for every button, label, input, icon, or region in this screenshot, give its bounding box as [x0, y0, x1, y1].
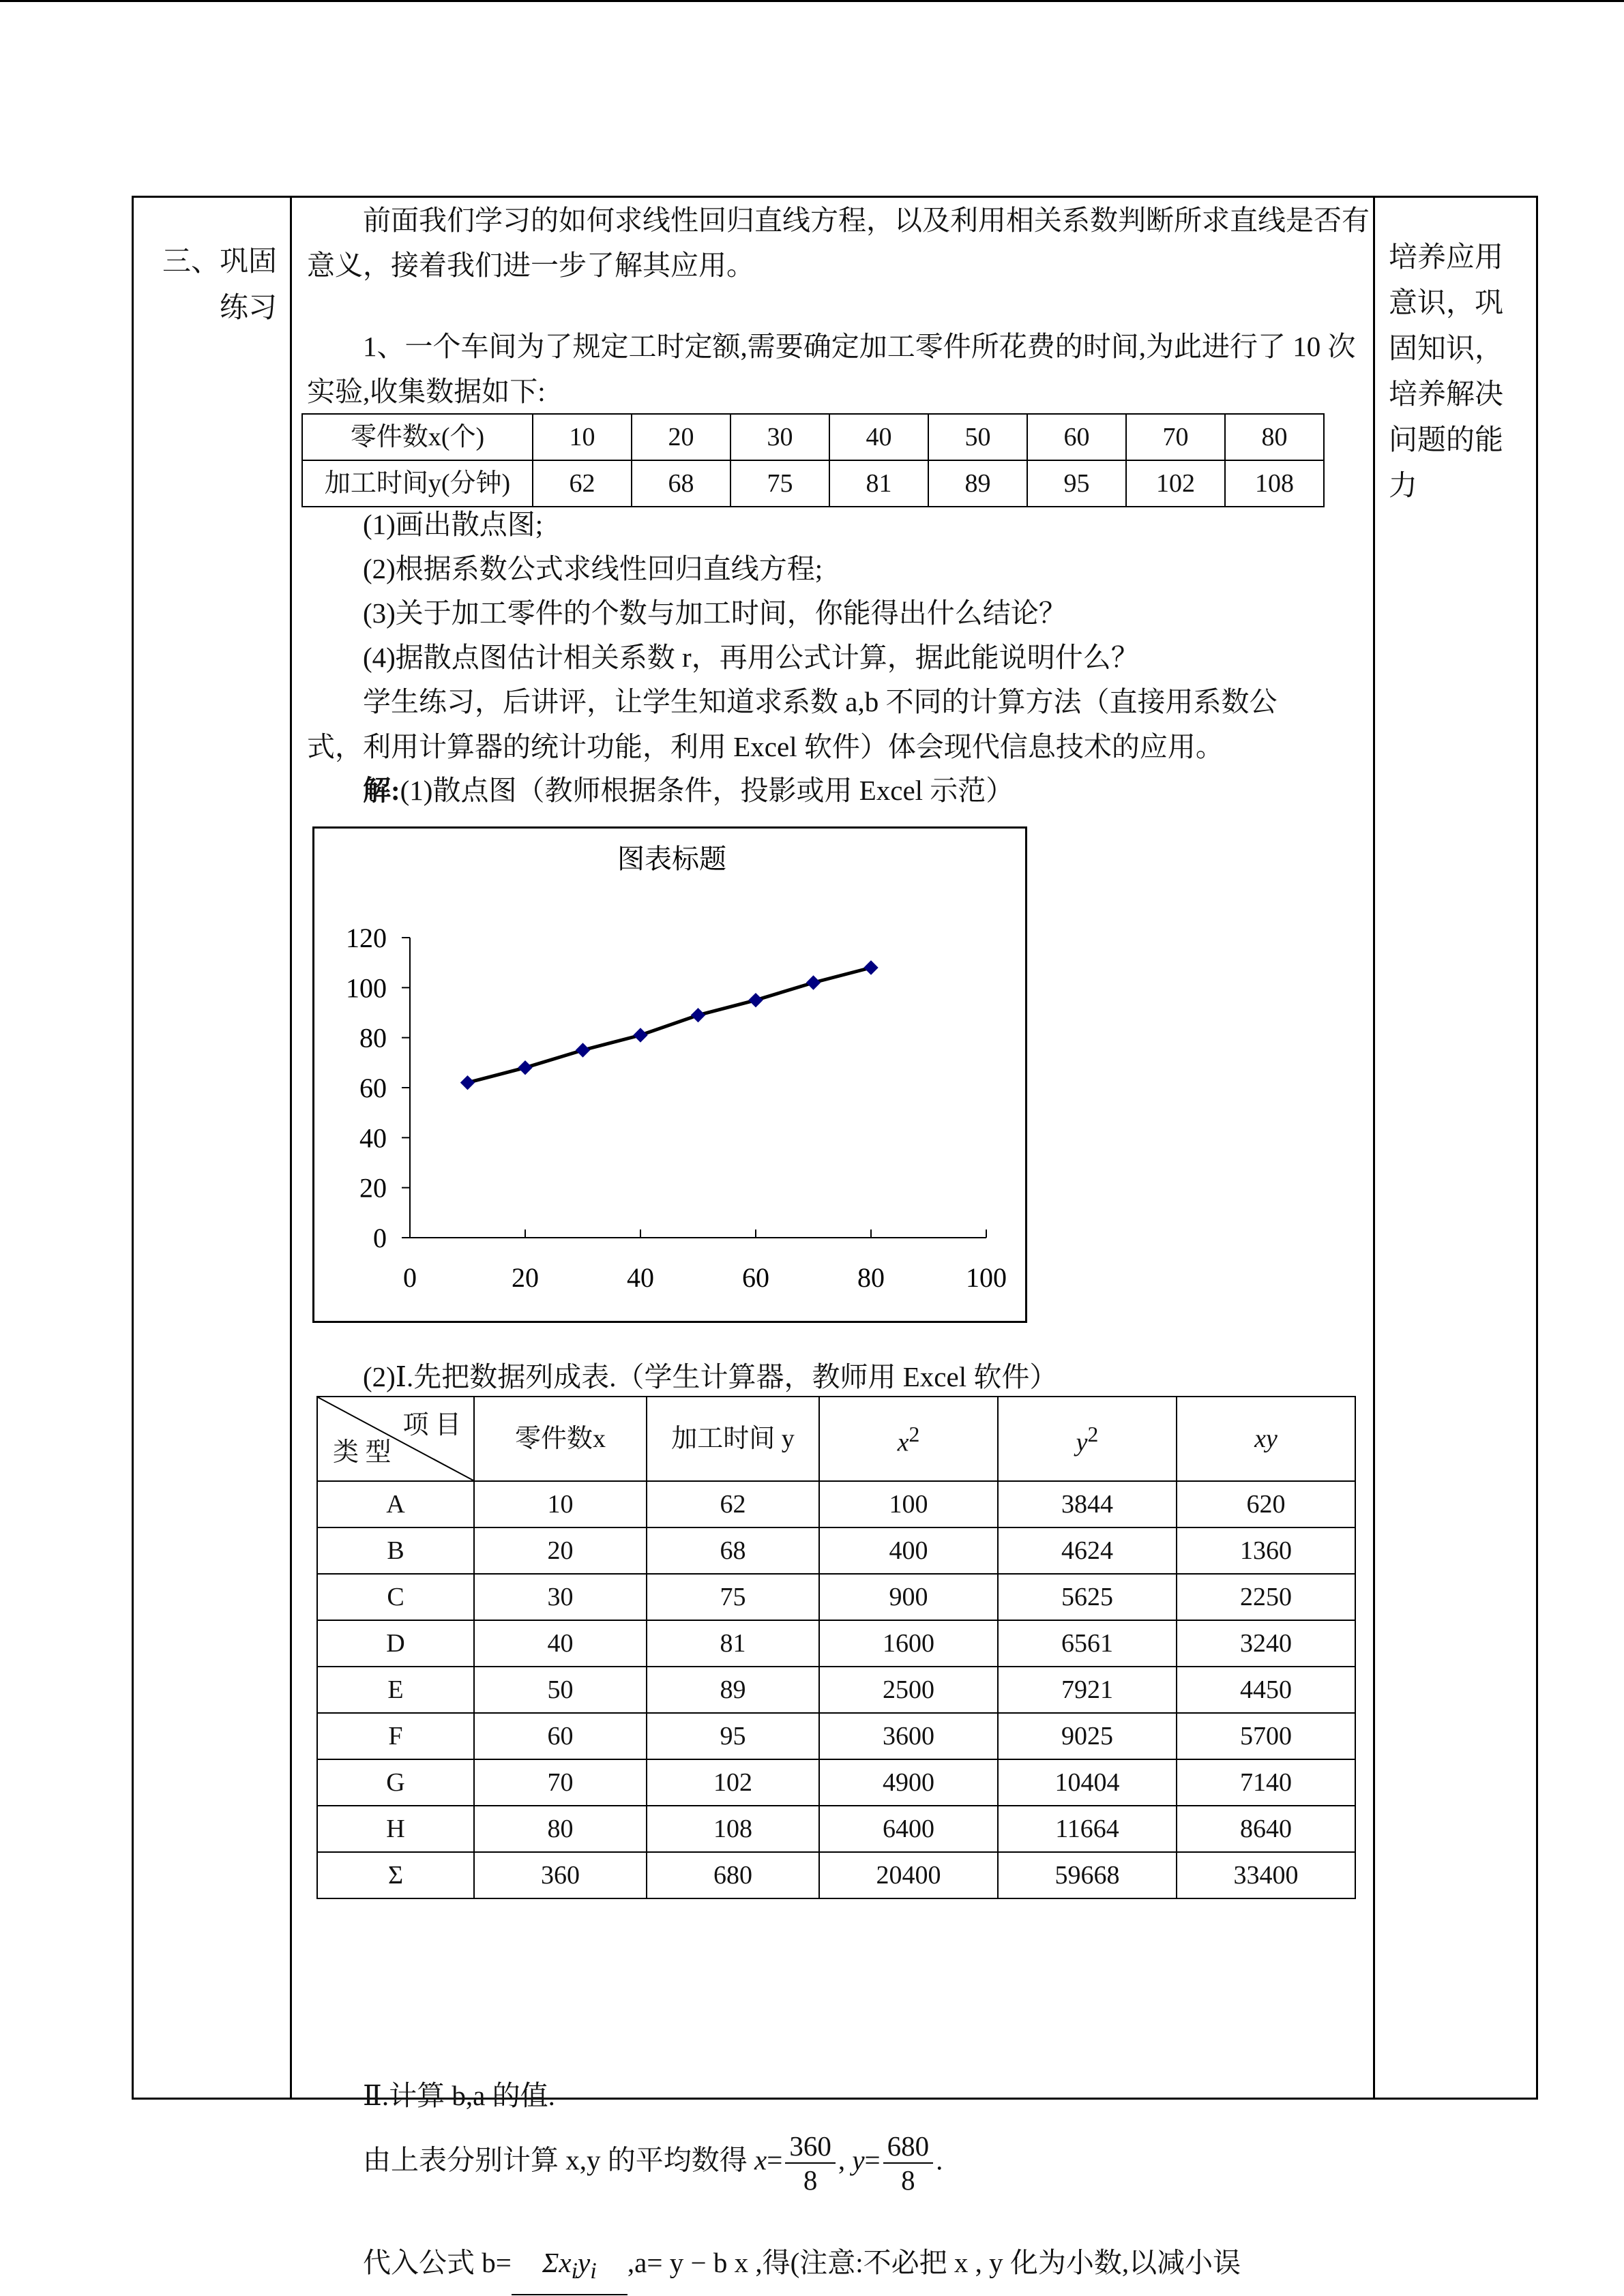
table-cell: 900 — [819, 1574, 998, 1620]
table-cell: 95 — [1027, 460, 1126, 507]
table-row — [317, 1481, 1355, 1527]
problem-statement: 1、一个车间为了规定工时定额,需要确定加工零件所花费的时间,为此进行了 10 次实验,收集数据如下: — [307, 331, 1356, 407]
header-cell: 加工时间 y — [647, 1397, 819, 1481]
table-cell: 680 — [647, 1852, 819, 1898]
question-4: (4)据散点图估计相关系数 r，再用公式计算，据此能说明什么？ — [363, 642, 1139, 673]
table-cell: 59668 — [998, 1852, 1177, 1898]
section-label-line2: 练习 — [219, 293, 277, 324]
data-point — [518, 1061, 532, 1075]
table-cell: 360 — [474, 1852, 647, 1898]
table-cell: 7921 — [998, 1667, 1177, 1713]
table-cell: F — [317, 1713, 474, 1759]
table-cell: 60 — [1027, 414, 1126, 460]
table-row — [317, 1806, 1355, 1852]
table-cell: 4624 — [998, 1527, 1177, 1574]
x-tick-label: 100 — [966, 1262, 1007, 1293]
table-cell: 5625 — [998, 1574, 1177, 1620]
chart-title: 图表标题 — [617, 844, 726, 875]
data-table-1 — [301, 413, 1325, 507]
table-cell: 81 — [829, 460, 928, 507]
table-header-row — [317, 1397, 1355, 1481]
table-cell: E — [317, 1667, 474, 1713]
practice-note: 学生练习，后讲评，让学生知道求系数 a,b 不同的计算方法（直接用系数公式，利用计算器的统计功能，利用 Excel 软件）体会现代信息技术的应用。 — [307, 686, 1278, 762]
table-cell: 33400 — [1177, 1852, 1355, 1898]
data-point — [461, 1076, 475, 1090]
table-cell: 50 — [928, 414, 1027, 460]
data-point — [576, 1043, 590, 1057]
table-cell: 70 — [474, 1759, 647, 1806]
table-cell: 30 — [730, 414, 829, 460]
y-tick-label: 60 — [359, 1073, 387, 1103]
mean-line: 由上表分别计算 x,y 的平均数得 x= $\frac{360}{8}$ , y= $\frac{680}{8}$ . — [363, 2130, 943, 2196]
x-tick-label: 80 — [857, 1262, 885, 1293]
table-cell: 68 — [632, 460, 730, 507]
formula-line: 代入公式 $b= \Sigma x_iy_i$ ,a= y − b x ,得(注意:不必把 x , y 化为小数,以减小误 — [363, 2240, 1241, 2295]
scatter-chart — [312, 826, 1027, 1323]
table-row — [302, 414, 1324, 460]
table-cell: 加工时间y(分钟) — [302, 460, 533, 507]
data-point — [692, 1009, 705, 1022]
formula-text: 代入公式 b= — [363, 2247, 512, 2278]
header-cell: xy — [1177, 1397, 1355, 1481]
table-cell: 400 — [819, 1527, 998, 1574]
table-cell: 75 — [730, 460, 829, 507]
question-2: (2)根据系数公式求线性回归直线方程; — [363, 553, 823, 584]
table-cell: G — [317, 1759, 474, 1806]
table-cell: 89 — [928, 460, 1027, 507]
table-cell: 95 — [647, 1713, 819, 1759]
y-tick-label: 20 — [359, 1172, 387, 1204]
table-cell: 5700 — [1177, 1713, 1355, 1759]
table-cell: 100 — [819, 1481, 998, 1527]
side-note-line: 力 — [1389, 471, 1418, 502]
table-cell: 62 — [533, 460, 632, 507]
table-cell: 9025 — [998, 1713, 1177, 1759]
table-body — [317, 1481, 1355, 1898]
table-cell: 4450 — [1177, 1667, 1355, 1713]
question-1: (1)画出散点图; — [363, 509, 544, 540]
table-row — [317, 1713, 1355, 1759]
y-tick-label: 40 — [359, 1122, 387, 1154]
side-note-line: 意识，巩 — [1389, 288, 1504, 319]
table-cell: 10404 — [998, 1759, 1177, 1806]
table-cell: A — [317, 1481, 474, 1527]
table-cell: 60 — [474, 1713, 647, 1759]
side-note — [1389, 235, 1518, 509]
data-point — [634, 1028, 647, 1042]
table-row — [317, 1574, 1355, 1620]
table-cell: 40 — [474, 1620, 647, 1667]
formula-tail: ,a= y − b x ,得(注意:不必把 x , y 化为小数,以减小误 — [627, 2247, 1241, 2278]
table-cell: 8640 — [1177, 1806, 1355, 1852]
side-note-line: 固知识， — [1389, 333, 1504, 365]
table-cell: 6561 — [998, 1620, 1177, 1667]
table-cell: 7140 — [1177, 1759, 1355, 1806]
corner-top-label: 项 目 — [402, 1411, 461, 1440]
mean-x-fraction: $\frac{360}{8}$ — [785, 2130, 836, 2196]
x-tick-label: 20 — [512, 1262, 539, 1293]
step2b: Ⅱ.计算 b,a 的值. — [363, 2080, 555, 2111]
table-cell: 62 — [647, 1481, 819, 1527]
table-cell: 75 — [647, 1574, 819, 1620]
table-cell: 80 — [1225, 414, 1324, 460]
data-point — [864, 961, 878, 974]
x-tick-label: 40 — [627, 1262, 654, 1293]
intro-paragraph: 前面我们学习的如何求线性回归直线方程，以及利用相关系数判断所求直线是否有意义，接着我们进一步了解其应用。 — [307, 205, 1370, 281]
table-cell: 30 — [474, 1574, 647, 1620]
table-cell: 50 — [474, 1667, 647, 1713]
table-cell: 20 — [632, 414, 730, 460]
column-divider-2 — [1373, 198, 1375, 2098]
x-tick-label: 60 — [742, 1262, 769, 1293]
header-cell: $x^2$ — [819, 1397, 998, 1481]
table-cell: 68 — [647, 1527, 819, 1574]
data-point — [749, 994, 763, 1007]
header-cell: 零件数x — [474, 1397, 647, 1481]
chart-svg — [314, 829, 1025, 1321]
table-cell: 3240 — [1177, 1620, 1355, 1667]
table-cell: 70 — [1126, 414, 1225, 460]
x-tick-label: 0 — [403, 1262, 417, 1293]
table-cell: 108 — [647, 1806, 819, 1852]
y-tick-label: 120 — [346, 923, 387, 953]
table-cell: 1600 — [819, 1620, 998, 1667]
table-cell: 80 — [474, 1806, 647, 1852]
table-cell: 6400 — [819, 1806, 998, 1852]
table-cell: 89 — [647, 1667, 819, 1713]
question-3: (3)关于加工零件的个数与加工时间，你能得出什么结论？ — [363, 597, 1067, 629]
solution-text: (1)散点图（教师根据条件，投影或用 Excel 示范） — [400, 775, 1014, 806]
table-cell: 2500 — [819, 1667, 998, 1713]
table-row — [317, 1527, 1355, 1574]
y-tick-label: 0 — [373, 1223, 387, 1253]
table-cell: 10 — [533, 414, 632, 460]
side-note-line: 培养解决 — [1389, 379, 1504, 411]
table-cell: 20 — [474, 1527, 647, 1574]
table-cell: 11664 — [998, 1806, 1177, 1852]
header-cell: $y^2$ — [998, 1397, 1177, 1481]
table-cell: 4900 — [819, 1759, 998, 1806]
table-cell: D — [317, 1620, 474, 1667]
table-row — [317, 1852, 1355, 1898]
column-divider-1 — [290, 198, 292, 2098]
table-cell: 108 — [1225, 460, 1324, 507]
data-point — [807, 976, 821, 989]
solution-label: 解: — [363, 775, 400, 806]
table-cell: 102 — [647, 1759, 819, 1806]
table-row — [317, 1620, 1355, 1667]
table-cell: 2250 — [1177, 1574, 1355, 1620]
table-cell: 零件数x(个) — [302, 414, 533, 460]
table-cell: 40 — [829, 414, 928, 460]
table-cell: 1360 — [1177, 1527, 1355, 1574]
data-table-2 — [316, 1396, 1356, 1899]
mean-y-fraction: $\frac{680}{8}$ — [883, 2130, 934, 2196]
step2-caption: (2)Ⅰ.先把数据列成表.（学生计算器，教师用 Excel 软件） — [363, 1361, 1058, 1392]
section-label-line1: 三、巩固 — [162, 246, 277, 278]
y-tick-label: 80 — [359, 1022, 387, 1054]
table-cell: Σ — [317, 1852, 474, 1898]
table-cell: 10 — [474, 1481, 647, 1527]
table-cell: 20400 — [819, 1852, 998, 1898]
table-cell: 102 — [1126, 460, 1225, 507]
mean-text: 由上表分别计算 x,y 的平均数得 — [363, 2144, 748, 2176]
corner-bottom-label: 类 型 — [333, 1438, 392, 1467]
side-note-line: 培养应用 — [1389, 242, 1504, 273]
side-note-line: 问题的能 — [1389, 425, 1504, 456]
table-cell: 81 — [647, 1620, 819, 1667]
corner-cell — [317, 1397, 474, 1481]
solution-line — [363, 768, 1014, 813]
table-cell: C — [317, 1574, 474, 1620]
table-cell: 3844 — [998, 1481, 1177, 1527]
table-row — [302, 460, 1324, 507]
table-cell: 3600 — [819, 1713, 998, 1759]
section-label — [161, 239, 277, 331]
lesson-table-frame — [132, 196, 1538, 2284]
table-row — [317, 1759, 1355, 1806]
table-cell: H — [317, 1806, 474, 1852]
page-top-rule — [0, 0, 1624, 2]
table-cell: B — [317, 1527, 474, 1574]
table-cell: 620 — [1177, 1481, 1355, 1527]
y-tick-label: 100 — [346, 972, 387, 1004]
table-row — [317, 1667, 1355, 1713]
